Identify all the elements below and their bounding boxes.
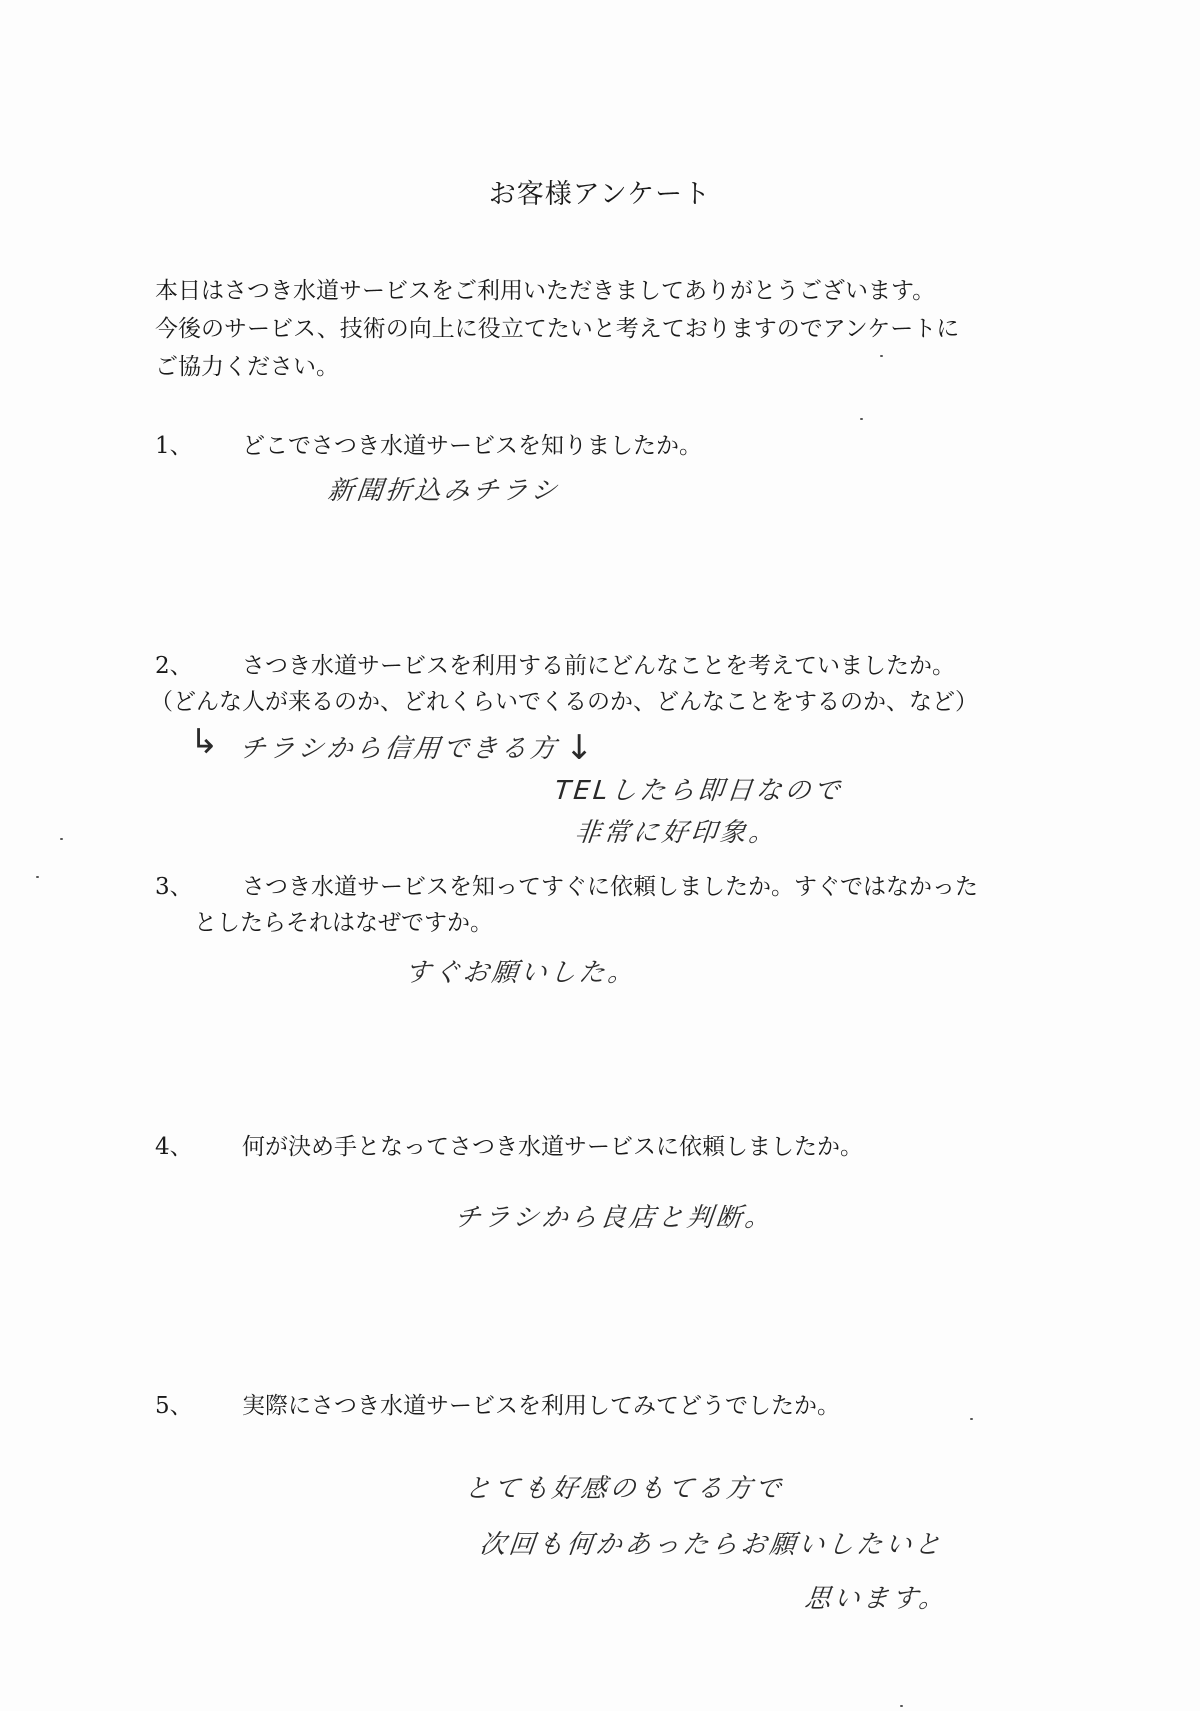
question-5-text: 実際にさつき水道サービスを利用してみてどうでしたか。 — [242, 1393, 840, 1419]
answer-3: すぐお願いした。 — [403, 958, 639, 988]
down-arrow-icon: ↓ — [565, 728, 594, 768]
question-2-text: さつき水道サービスを利用する前にどんなことを考えていましたか。 — [242, 653, 955, 679]
question-5-number: 5、 — [155, 1393, 193, 1419]
answer-5-line: 思います。 — [803, 1584, 950, 1614]
question-4-text: 何が決め手となってさつき水道サービスに依頼しましたか。 — [242, 1134, 863, 1160]
intro-line: 今後のサービス、技術の向上に役立てたいと考えておりますのでアンケートに — [155, 316, 960, 342]
scan-speck — [36, 876, 39, 878]
question-4-number: 4、 — [155, 1134, 193, 1160]
question-1-number: 1、 — [155, 433, 193, 459]
answer-1: 新聞折込みチラシ — [326, 476, 562, 506]
question-3-text-cont: としたらそれはなぜですか。 — [194, 910, 493, 936]
scan-speck — [900, 1705, 903, 1707]
scan-speck — [860, 418, 863, 420]
answer-5-line: 次回も何かあったらお願いしたいと — [478, 1530, 946, 1560]
answer-4: チラシから良店と判断。 — [453, 1203, 776, 1233]
question-2-note: （どんな人が来るのか、どれくらいでくるのか、どんなことをするのか、など） — [150, 689, 978, 715]
question-3-number: 3、 — [155, 874, 193, 900]
answer-2-line: 非常に好印象。 — [573, 818, 780, 848]
answer-5-line: とても好感のもてる方で — [463, 1474, 786, 1504]
question-2-number: 2、 — [155, 653, 193, 679]
answer-2-line: チラシから信用できる方 — [238, 734, 561, 764]
answer-2-line: TELしたら即日なので — [553, 776, 845, 806]
intro-text — [155, 272, 959, 386]
scan-speck — [60, 838, 63, 840]
question-3-text: さつき水道サービスを知ってすぐに依頼しましたか。すぐではなかった — [242, 874, 978, 900]
scan-speck — [880, 355, 883, 357]
question-1-text: どこでさつき水道サービスを知りましたか。 — [242, 433, 702, 459]
intro-line: ご協力ください。 — [155, 354, 339, 380]
hooked-arrow-icon: ↳ — [190, 722, 219, 762]
page-title: お客様アンケート — [488, 179, 712, 210]
intro-line: 本日はさつき水道サービスをご利用いただきましてありがとうございます。 — [155, 278, 936, 304]
scan-speck — [970, 1418, 973, 1420]
